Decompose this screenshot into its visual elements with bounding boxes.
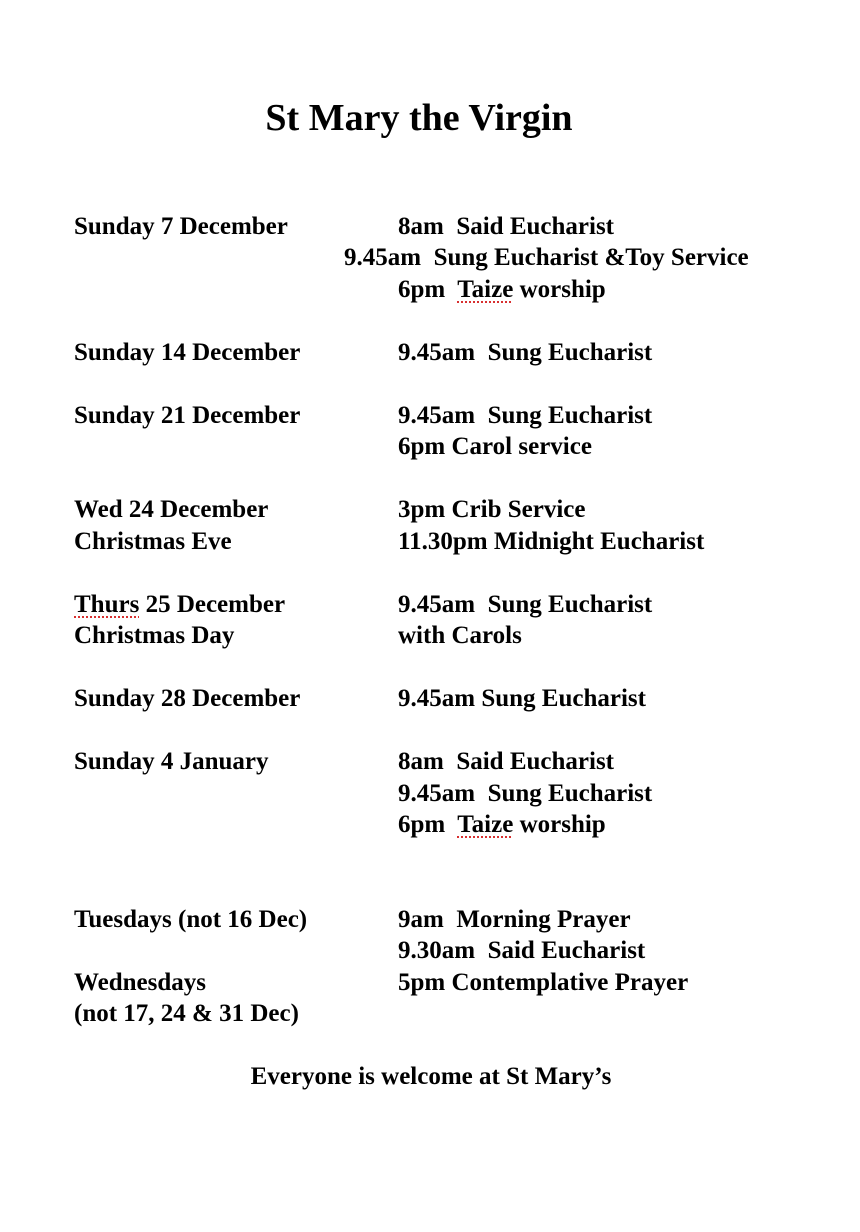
service-sun4-3 (398, 809, 606, 840)
day-label-sun7: Sunday 7 December (74, 213, 288, 240)
day-sublabel-thu25: Christmas Day (74, 622, 235, 649)
day-label-sun28: Sunday 28 December (74, 685, 301, 712)
service-time: 6pm (398, 811, 458, 838)
service-name: worship (513, 811, 606, 838)
service-tuesdays-1: 9am Morning Prayer (398, 906, 631, 933)
day-label-thu25 (74, 589, 285, 620)
service-sun21-1: 9.45am Sung Eucharist (398, 402, 653, 429)
spellcheck-word: Taize (457, 276, 514, 303)
day-sublabel-wed24: Christmas Eve (74, 528, 232, 555)
day-label-tuesdays: Tuesdays (not 16 Dec) (74, 906, 308, 933)
day-sublabel-wednesdays: (not 17, 24 & 31 Dec) (74, 1000, 299, 1027)
service-time: 6pm (398, 276, 458, 303)
day-label-wed24: Wed 24 December (74, 496, 269, 523)
service-sun4-1: 8am Said Eucharist (398, 748, 615, 775)
service-sun28-1: 9.45am Sung Eucharist (398, 685, 646, 712)
service-thu25-2: with Carols (398, 622, 522, 649)
service-wed24-2: 11.30pm Midnight Eucharist (398, 528, 705, 555)
service-wednesdays-1: 5pm Contemplative Prayer (398, 969, 689, 996)
page-title: St Mary the Virgin (265, 97, 573, 139)
service-thu25-1: 9.45am Sung Eucharist (398, 591, 653, 618)
day-label-sun4: Sunday 4 January (74, 748, 269, 775)
service-sun14-1: 9.45am Sung Eucharist (398, 339, 653, 366)
service-name: worship (513, 276, 606, 303)
service-sun21-2: 6pm Carol service (398, 433, 592, 460)
service-wed24-1: 3pm Crib Service (398, 496, 586, 523)
service-sun7-1: 8am Said Eucharist (398, 213, 615, 240)
service-sun7-2: 9.45am Sung Eucharist &Toy Service (344, 244, 749, 271)
welcome-footer: Everyone is welcome at St Mary’s (250, 1063, 612, 1090)
spellcheck-word: Thurs (74, 591, 140, 618)
service-tuesdays-2: 9.30am Said Eucharist (398, 937, 646, 964)
service-sun4-2: 9.45am Sung Eucharist (398, 780, 653, 807)
service-sun7-3 (398, 274, 606, 305)
day-label-sun21: Sunday 21 December (74, 402, 301, 429)
day-label-wednesdays: Wednesdays (74, 969, 206, 996)
spellcheck-word: Taize (457, 811, 514, 838)
day-date: 25 December (139, 591, 286, 618)
day-label-sun14: Sunday 14 December (74, 339, 301, 366)
